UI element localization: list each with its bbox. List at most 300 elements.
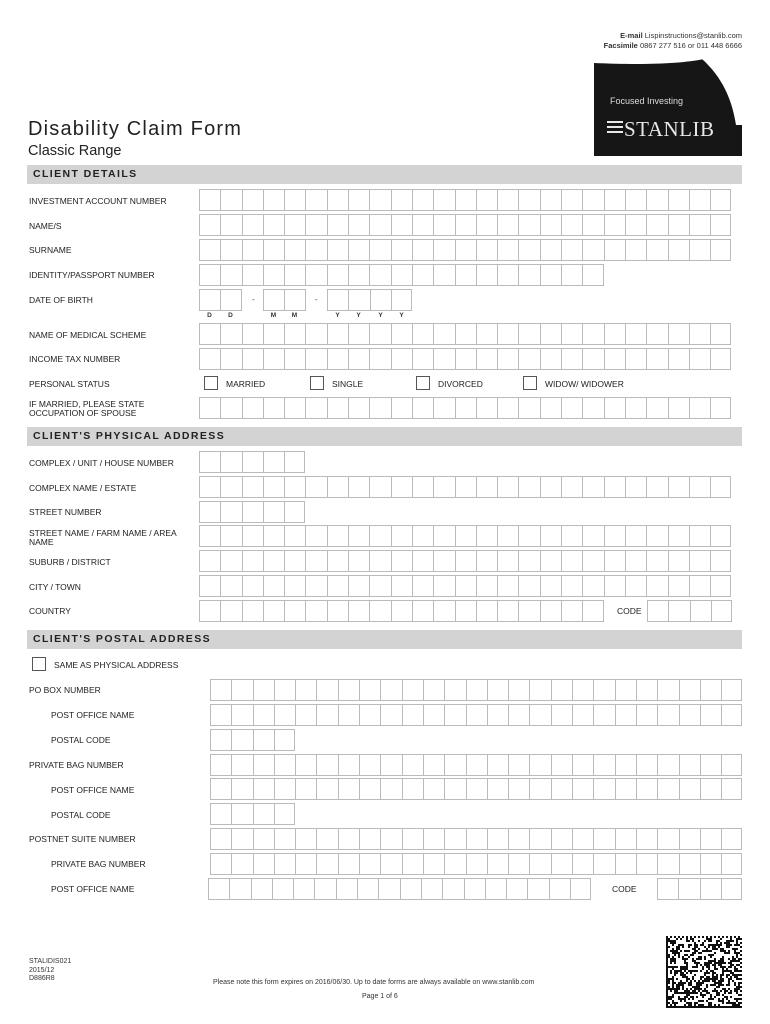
input-cell[interactable] bbox=[220, 451, 241, 473]
input-cell[interactable] bbox=[476, 600, 497, 622]
input-cell[interactable] bbox=[455, 189, 476, 211]
input-cell[interactable] bbox=[242, 264, 263, 286]
input-cell[interactable] bbox=[220, 289, 241, 311]
input-cell[interactable] bbox=[678, 878, 699, 900]
input-cell[interactable] bbox=[295, 704, 316, 726]
input-cell[interactable] bbox=[497, 525, 518, 547]
input-cell[interactable] bbox=[391, 525, 412, 547]
input-cell[interactable] bbox=[348, 239, 369, 261]
input-cell[interactable] bbox=[391, 214, 412, 236]
married-checkbox[interactable] bbox=[204, 376, 218, 390]
input-cell[interactable] bbox=[561, 600, 582, 622]
medical-scheme-field[interactable] bbox=[199, 323, 731, 345]
input-cell[interactable] bbox=[625, 239, 646, 261]
input-cell[interactable] bbox=[689, 239, 710, 261]
input-cell[interactable] bbox=[551, 754, 572, 776]
input-cell[interactable] bbox=[540, 348, 561, 370]
input-cell[interactable] bbox=[518, 476, 539, 498]
input-cell[interactable] bbox=[263, 289, 284, 311]
input-cell[interactable] bbox=[466, 778, 487, 800]
input-cell[interactable] bbox=[305, 214, 326, 236]
input-cell[interactable] bbox=[348, 550, 369, 572]
postnet-suite-field[interactable] bbox=[210, 828, 742, 850]
input-cell[interactable] bbox=[625, 550, 646, 572]
po-post-office-field[interactable] bbox=[210, 704, 742, 726]
input-cell[interactable] bbox=[561, 476, 582, 498]
input-cell[interactable] bbox=[274, 704, 295, 726]
input-cell[interactable] bbox=[679, 704, 700, 726]
input-cell[interactable] bbox=[433, 214, 454, 236]
input-cell[interactable] bbox=[455, 214, 476, 236]
input-cell[interactable] bbox=[199, 348, 220, 370]
input-cell[interactable] bbox=[540, 476, 561, 498]
input-cell[interactable] bbox=[508, 853, 529, 875]
input-cell[interactable] bbox=[508, 828, 529, 850]
input-cell[interactable] bbox=[561, 264, 582, 286]
input-cell[interactable] bbox=[561, 323, 582, 345]
input-cell[interactable] bbox=[572, 828, 593, 850]
input-cell[interactable] bbox=[636, 828, 657, 850]
input-cell[interactable] bbox=[305, 525, 326, 547]
input-cell[interactable] bbox=[572, 704, 593, 726]
input-cell[interactable] bbox=[497, 397, 518, 419]
input-cell[interactable] bbox=[615, 704, 636, 726]
input-cell[interactable] bbox=[689, 550, 710, 572]
input-cell[interactable] bbox=[487, 853, 508, 875]
input-cell[interactable] bbox=[572, 778, 593, 800]
input-cell[interactable] bbox=[402, 853, 423, 875]
input-cell[interactable] bbox=[476, 239, 497, 261]
input-cell[interactable] bbox=[380, 853, 401, 875]
input-cell[interactable] bbox=[668, 189, 689, 211]
input-cell[interactable] bbox=[412, 525, 433, 547]
input-cell[interactable] bbox=[348, 575, 369, 597]
input-cell[interactable] bbox=[646, 397, 667, 419]
input-cell[interactable] bbox=[646, 525, 667, 547]
input-cell[interactable] bbox=[369, 323, 390, 345]
input-cell[interactable] bbox=[316, 754, 337, 776]
input-cell[interactable] bbox=[593, 778, 614, 800]
input-cell[interactable] bbox=[305, 239, 326, 261]
input-cell[interactable] bbox=[402, 704, 423, 726]
input-cell[interactable] bbox=[689, 323, 710, 345]
input-cell[interactable] bbox=[316, 679, 337, 701]
input-cell[interactable] bbox=[476, 476, 497, 498]
input-cell[interactable] bbox=[402, 754, 423, 776]
input-cell[interactable] bbox=[561, 397, 582, 419]
input-cell[interactable] bbox=[476, 214, 497, 236]
input-cell[interactable] bbox=[540, 600, 561, 622]
input-cell[interactable] bbox=[284, 239, 305, 261]
input-cell[interactable] bbox=[464, 878, 485, 900]
country-field[interactable] bbox=[199, 600, 604, 622]
input-cell[interactable] bbox=[348, 476, 369, 498]
input-cell[interactable] bbox=[210, 679, 231, 701]
input-cell[interactable] bbox=[338, 704, 359, 726]
input-cell[interactable] bbox=[506, 878, 527, 900]
input-cell[interactable] bbox=[391, 476, 412, 498]
input-cell[interactable] bbox=[316, 853, 337, 875]
input-cell[interactable] bbox=[442, 878, 463, 900]
input-cell[interactable] bbox=[561, 550, 582, 572]
input-cell[interactable] bbox=[400, 878, 421, 900]
input-cell[interactable] bbox=[242, 575, 263, 597]
input-cell[interactable] bbox=[625, 525, 646, 547]
input-cell[interactable] bbox=[625, 323, 646, 345]
input-cell[interactable] bbox=[551, 679, 572, 701]
input-cell[interactable] bbox=[497, 239, 518, 261]
input-cell[interactable] bbox=[657, 853, 678, 875]
input-cell[interactable] bbox=[679, 679, 700, 701]
input-cell[interactable] bbox=[263, 214, 284, 236]
input-cell[interactable] bbox=[295, 778, 316, 800]
input-cell[interactable] bbox=[327, 189, 348, 211]
input-cell[interactable] bbox=[433, 189, 454, 211]
input-cell[interactable] bbox=[549, 878, 570, 900]
pn-post-office-field[interactable] bbox=[208, 878, 591, 900]
input-cell[interactable] bbox=[668, 525, 689, 547]
input-cell[interactable] bbox=[466, 679, 487, 701]
input-cell[interactable] bbox=[689, 348, 710, 370]
email-address[interactable]: Lispinstructions@stanlib.com bbox=[644, 31, 742, 40]
input-cell[interactable] bbox=[710, 476, 731, 498]
input-cell[interactable] bbox=[646, 214, 667, 236]
input-cell[interactable] bbox=[721, 754, 742, 776]
input-cell[interactable] bbox=[529, 778, 550, 800]
input-cell[interactable] bbox=[518, 525, 539, 547]
input-cell[interactable] bbox=[423, 853, 444, 875]
input-cell[interactable] bbox=[582, 189, 603, 211]
input-cell[interactable] bbox=[369, 600, 390, 622]
input-cell[interactable] bbox=[412, 214, 433, 236]
input-cell[interactable] bbox=[518, 348, 539, 370]
input-cell[interactable] bbox=[466, 853, 487, 875]
input-cell[interactable] bbox=[242, 239, 263, 261]
input-cell[interactable] bbox=[529, 704, 550, 726]
input-cell[interactable] bbox=[444, 853, 465, 875]
input-cell[interactable] bbox=[561, 575, 582, 597]
input-cell[interactable] bbox=[710, 348, 731, 370]
input-cell[interactable] bbox=[433, 323, 454, 345]
input-cell[interactable] bbox=[305, 476, 326, 498]
input-cell[interactable] bbox=[284, 600, 305, 622]
pb-postal-code-field[interactable] bbox=[210, 803, 295, 825]
names-field[interactable] bbox=[199, 214, 731, 236]
input-cell[interactable] bbox=[391, 348, 412, 370]
input-cell[interactable] bbox=[561, 348, 582, 370]
input-cell[interactable] bbox=[690, 600, 711, 622]
surname-field[interactable] bbox=[199, 239, 731, 261]
input-cell[interactable] bbox=[423, 679, 444, 701]
input-cell[interactable] bbox=[476, 264, 497, 286]
input-cell[interactable] bbox=[199, 264, 220, 286]
physical-code-field[interactable] bbox=[647, 600, 732, 622]
input-cell[interactable] bbox=[263, 348, 284, 370]
input-cell[interactable] bbox=[508, 754, 529, 776]
suburb-field[interactable] bbox=[199, 550, 731, 572]
input-cell[interactable] bbox=[253, 729, 274, 751]
input-cell[interactable] bbox=[316, 828, 337, 850]
input-cell[interactable] bbox=[199, 214, 220, 236]
input-cell[interactable] bbox=[604, 348, 625, 370]
street-number-field[interactable] bbox=[199, 501, 305, 523]
input-cell[interactable] bbox=[242, 323, 263, 345]
input-cell[interactable] bbox=[284, 323, 305, 345]
input-cell[interactable] bbox=[551, 828, 572, 850]
input-cell[interactable] bbox=[412, 476, 433, 498]
input-cell[interactable] bbox=[305, 189, 326, 211]
input-cell[interactable] bbox=[274, 754, 295, 776]
input-cell[interactable] bbox=[251, 878, 272, 900]
input-cell[interactable] bbox=[646, 550, 667, 572]
input-cell[interactable] bbox=[689, 189, 710, 211]
input-cell[interactable] bbox=[263, 550, 284, 572]
input-cell[interactable] bbox=[242, 189, 263, 211]
input-cell[interactable] bbox=[582, 348, 603, 370]
input-cell[interactable] bbox=[497, 476, 518, 498]
input-cell[interactable] bbox=[433, 348, 454, 370]
input-cell[interactable] bbox=[295, 828, 316, 850]
tax-number-field[interactable] bbox=[199, 348, 731, 370]
input-cell[interactable] bbox=[199, 323, 220, 345]
input-cell[interactable] bbox=[615, 778, 636, 800]
input-cell[interactable] bbox=[274, 729, 295, 751]
input-cell[interactable] bbox=[391, 550, 412, 572]
input-cell[interactable] bbox=[199, 289, 220, 311]
input-cell[interactable] bbox=[253, 704, 274, 726]
input-cell[interactable] bbox=[540, 189, 561, 211]
input-cell[interactable] bbox=[305, 397, 326, 419]
input-cell[interactable] bbox=[487, 778, 508, 800]
input-cell[interactable] bbox=[529, 828, 550, 850]
dob-day-field[interactable] bbox=[199, 289, 242, 311]
input-cell[interactable] bbox=[327, 239, 348, 261]
input-cell[interactable] bbox=[668, 476, 689, 498]
input-cell[interactable] bbox=[263, 501, 284, 523]
input-cell[interactable] bbox=[199, 550, 220, 572]
input-cell[interactable] bbox=[540, 239, 561, 261]
input-cell[interactable] bbox=[497, 600, 518, 622]
input-cell[interactable] bbox=[561, 525, 582, 547]
input-cell[interactable] bbox=[284, 289, 305, 311]
input-cell[interactable] bbox=[540, 264, 561, 286]
input-cell[interactable] bbox=[357, 878, 378, 900]
input-cell[interactable] bbox=[615, 679, 636, 701]
input-cell[interactable] bbox=[421, 878, 442, 900]
input-cell[interactable] bbox=[668, 550, 689, 572]
input-cell[interactable] bbox=[231, 803, 252, 825]
input-cell[interactable] bbox=[391, 289, 412, 311]
input-cell[interactable] bbox=[369, 397, 390, 419]
input-cell[interactable] bbox=[370, 289, 391, 311]
input-cell[interactable] bbox=[380, 679, 401, 701]
input-cell[interactable] bbox=[359, 754, 380, 776]
input-cell[interactable] bbox=[668, 575, 689, 597]
input-cell[interactable] bbox=[476, 348, 497, 370]
input-cell[interactable] bbox=[476, 189, 497, 211]
input-cell[interactable] bbox=[231, 828, 252, 850]
input-cell[interactable] bbox=[327, 264, 348, 286]
input-cell[interactable] bbox=[295, 679, 316, 701]
input-cell[interactable] bbox=[423, 778, 444, 800]
input-cell[interactable] bbox=[263, 189, 284, 211]
input-cell[interactable] bbox=[721, 778, 742, 800]
input-cell[interactable] bbox=[210, 729, 231, 751]
input-cell[interactable] bbox=[721, 679, 742, 701]
input-cell[interactable] bbox=[348, 397, 369, 419]
input-cell[interactable] bbox=[721, 878, 742, 900]
input-cell[interactable] bbox=[391, 264, 412, 286]
input-cell[interactable] bbox=[242, 348, 263, 370]
dob-month-field[interactable] bbox=[263, 289, 306, 311]
input-cell[interactable] bbox=[229, 878, 250, 900]
input-cell[interactable] bbox=[242, 550, 263, 572]
input-cell[interactable] bbox=[242, 600, 263, 622]
input-cell[interactable] bbox=[700, 679, 721, 701]
input-cell[interactable] bbox=[476, 575, 497, 597]
input-cell[interactable] bbox=[284, 397, 305, 419]
input-cell[interactable] bbox=[284, 525, 305, 547]
input-cell[interactable] bbox=[263, 397, 284, 419]
input-cell[interactable] bbox=[529, 853, 550, 875]
input-cell[interactable] bbox=[466, 828, 487, 850]
input-cell[interactable] bbox=[284, 264, 305, 286]
input-cell[interactable] bbox=[657, 679, 678, 701]
input-cell[interactable] bbox=[668, 348, 689, 370]
input-cell[interactable] bbox=[199, 189, 220, 211]
input-cell[interactable] bbox=[551, 704, 572, 726]
investment-account-field[interactable] bbox=[199, 189, 731, 211]
dob-year-field[interactable] bbox=[327, 289, 412, 311]
pb-post-office-field[interactable] bbox=[210, 778, 742, 800]
input-cell[interactable] bbox=[391, 600, 412, 622]
input-cell[interactable] bbox=[604, 397, 625, 419]
input-cell[interactable] bbox=[646, 189, 667, 211]
input-cell[interactable] bbox=[412, 264, 433, 286]
input-cell[interactable] bbox=[210, 803, 231, 825]
input-cell[interactable] bbox=[391, 323, 412, 345]
input-cell[interactable] bbox=[476, 525, 497, 547]
input-cell[interactable] bbox=[476, 323, 497, 345]
input-cell[interactable] bbox=[636, 754, 657, 776]
input-cell[interactable] bbox=[412, 323, 433, 345]
input-cell[interactable] bbox=[327, 397, 348, 419]
input-cell[interactable] bbox=[433, 550, 454, 572]
input-cell[interactable] bbox=[710, 323, 731, 345]
input-cell[interactable] bbox=[444, 754, 465, 776]
input-cell[interactable] bbox=[199, 600, 220, 622]
input-cell[interactable] bbox=[369, 575, 390, 597]
input-cell[interactable] bbox=[220, 550, 241, 572]
input-cell[interactable] bbox=[359, 679, 380, 701]
input-cell[interactable] bbox=[295, 754, 316, 776]
input-cell[interactable] bbox=[455, 348, 476, 370]
input-cell[interactable] bbox=[518, 239, 539, 261]
input-cell[interactable] bbox=[220, 476, 241, 498]
input-cell[interactable] bbox=[348, 189, 369, 211]
input-cell[interactable] bbox=[369, 214, 390, 236]
input-cell[interactable] bbox=[242, 476, 263, 498]
input-cell[interactable] bbox=[263, 323, 284, 345]
input-cell[interactable] bbox=[369, 189, 390, 211]
input-cell[interactable] bbox=[423, 704, 444, 726]
input-cell[interactable] bbox=[455, 525, 476, 547]
input-cell[interactable] bbox=[668, 600, 689, 622]
input-cell[interactable] bbox=[423, 754, 444, 776]
input-cell[interactable] bbox=[497, 550, 518, 572]
input-cell[interactable] bbox=[646, 348, 667, 370]
input-cell[interactable] bbox=[615, 853, 636, 875]
input-cell[interactable] bbox=[668, 397, 689, 419]
input-cell[interactable] bbox=[199, 476, 220, 498]
input-cell[interactable] bbox=[582, 323, 603, 345]
po-postal-code-field[interactable] bbox=[210, 729, 295, 751]
input-cell[interactable] bbox=[455, 264, 476, 286]
input-cell[interactable] bbox=[293, 878, 314, 900]
input-cell[interactable] bbox=[284, 550, 305, 572]
spouse-occupation-field[interactable] bbox=[199, 397, 731, 419]
input-cell[interactable] bbox=[689, 476, 710, 498]
input-cell[interactable] bbox=[497, 575, 518, 597]
input-cell[interactable] bbox=[369, 525, 390, 547]
input-cell[interactable] bbox=[199, 575, 220, 597]
input-cell[interactable] bbox=[444, 704, 465, 726]
input-cell[interactable] bbox=[487, 754, 508, 776]
input-cell[interactable] bbox=[476, 397, 497, 419]
input-cell[interactable] bbox=[284, 501, 305, 523]
input-cell[interactable] bbox=[710, 214, 731, 236]
input-cell[interactable] bbox=[263, 239, 284, 261]
input-cell[interactable] bbox=[625, 348, 646, 370]
input-cell[interactable] bbox=[466, 704, 487, 726]
input-cell[interactable] bbox=[391, 239, 412, 261]
input-cell[interactable] bbox=[391, 575, 412, 597]
input-cell[interactable] bbox=[210, 754, 231, 776]
input-cell[interactable] bbox=[689, 214, 710, 236]
input-cell[interactable] bbox=[527, 878, 548, 900]
input-cell[interactable] bbox=[710, 239, 731, 261]
input-cell[interactable] bbox=[220, 239, 241, 261]
input-cell[interactable] bbox=[369, 550, 390, 572]
input-cell[interactable] bbox=[668, 323, 689, 345]
input-cell[interactable] bbox=[604, 550, 625, 572]
input-cell[interactable] bbox=[402, 828, 423, 850]
input-cell[interactable] bbox=[582, 575, 603, 597]
input-cell[interactable] bbox=[369, 476, 390, 498]
input-cell[interactable] bbox=[305, 550, 326, 572]
input-cell[interactable] bbox=[220, 575, 241, 597]
input-cell[interactable] bbox=[455, 575, 476, 597]
input-cell[interactable] bbox=[348, 525, 369, 547]
input-cell[interactable] bbox=[348, 264, 369, 286]
input-cell[interactable] bbox=[455, 476, 476, 498]
input-cell[interactable] bbox=[348, 348, 369, 370]
input-cell[interactable] bbox=[199, 501, 220, 523]
input-cell[interactable] bbox=[210, 853, 231, 875]
input-cell[interactable] bbox=[689, 575, 710, 597]
input-cell[interactable] bbox=[253, 853, 274, 875]
input-cell[interactable] bbox=[487, 828, 508, 850]
input-cell[interactable] bbox=[657, 704, 678, 726]
input-cell[interactable] bbox=[636, 778, 657, 800]
input-cell[interactable] bbox=[327, 600, 348, 622]
input-cell[interactable] bbox=[518, 600, 539, 622]
input-cell[interactable] bbox=[625, 476, 646, 498]
input-cell[interactable] bbox=[679, 853, 700, 875]
input-cell[interactable] bbox=[220, 397, 241, 419]
input-cell[interactable] bbox=[253, 778, 274, 800]
input-cell[interactable] bbox=[316, 778, 337, 800]
